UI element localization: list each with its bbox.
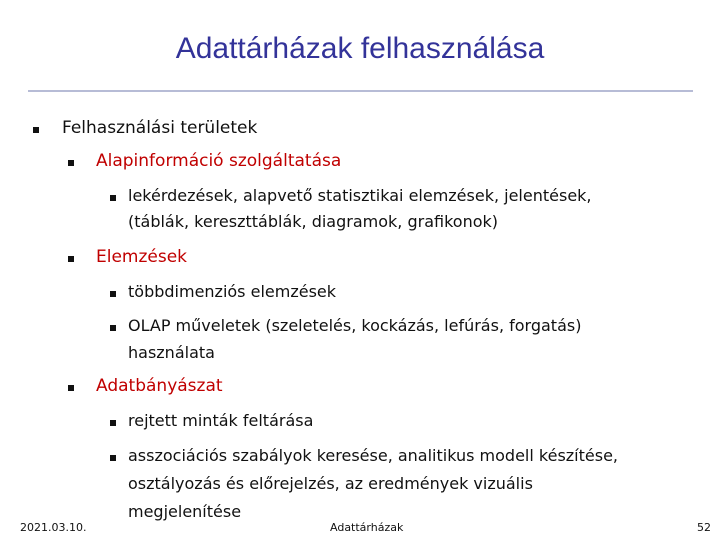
item-assoc-line1: asszociációs szabályok keresése, analitikus modell készítése, xyxy=(128,446,619,465)
bullet-icon xyxy=(33,127,39,133)
heading-analyses: Elemzések xyxy=(96,247,188,267)
bullet-icon xyxy=(68,385,74,391)
item-assoc-line2: osztályozás és előrejelzés, az eredmények vizuális xyxy=(128,474,533,493)
item-assoc-line3: megjelenítése xyxy=(128,502,242,521)
item-queries-line2: (táblák, kereszttáblák, diagramok, grafikonok) xyxy=(128,212,498,231)
bullet-icon xyxy=(110,291,116,297)
bullet-icon xyxy=(110,325,116,331)
footer-page-number: 52 xyxy=(697,521,711,534)
bullet-icon xyxy=(68,256,74,262)
item-olap-line2: használata xyxy=(128,343,215,362)
item-hidden-patterns: rejtett minták feltárása xyxy=(128,411,314,430)
bullet-icon xyxy=(110,455,116,461)
footer-title: Adattárházak xyxy=(330,521,404,534)
slide-title: Adattárházak felhasználása xyxy=(175,32,545,65)
bullet-icon xyxy=(110,420,116,426)
heading-data-mining: Adatbányászat xyxy=(96,376,223,396)
footer-date: 2021.03.10. xyxy=(20,521,87,534)
heading-basic-info: Alapinformáció szolgáltatása xyxy=(96,151,342,171)
bullet-icon xyxy=(68,160,74,166)
item-olap-line1: OLAP műveletek (szeletelés, kockázás, lefúrás, forgatás) xyxy=(128,316,582,335)
bullet-icon xyxy=(110,195,116,201)
bullet-l1-usage-areas: Felhasználási területek xyxy=(62,118,258,138)
item-multidim: többdimenziós elemzések xyxy=(128,282,337,301)
item-queries-line1: lekérdezések, alapvető statisztikai elemzések, jelentések, xyxy=(128,186,592,205)
title-divider xyxy=(28,90,693,92)
